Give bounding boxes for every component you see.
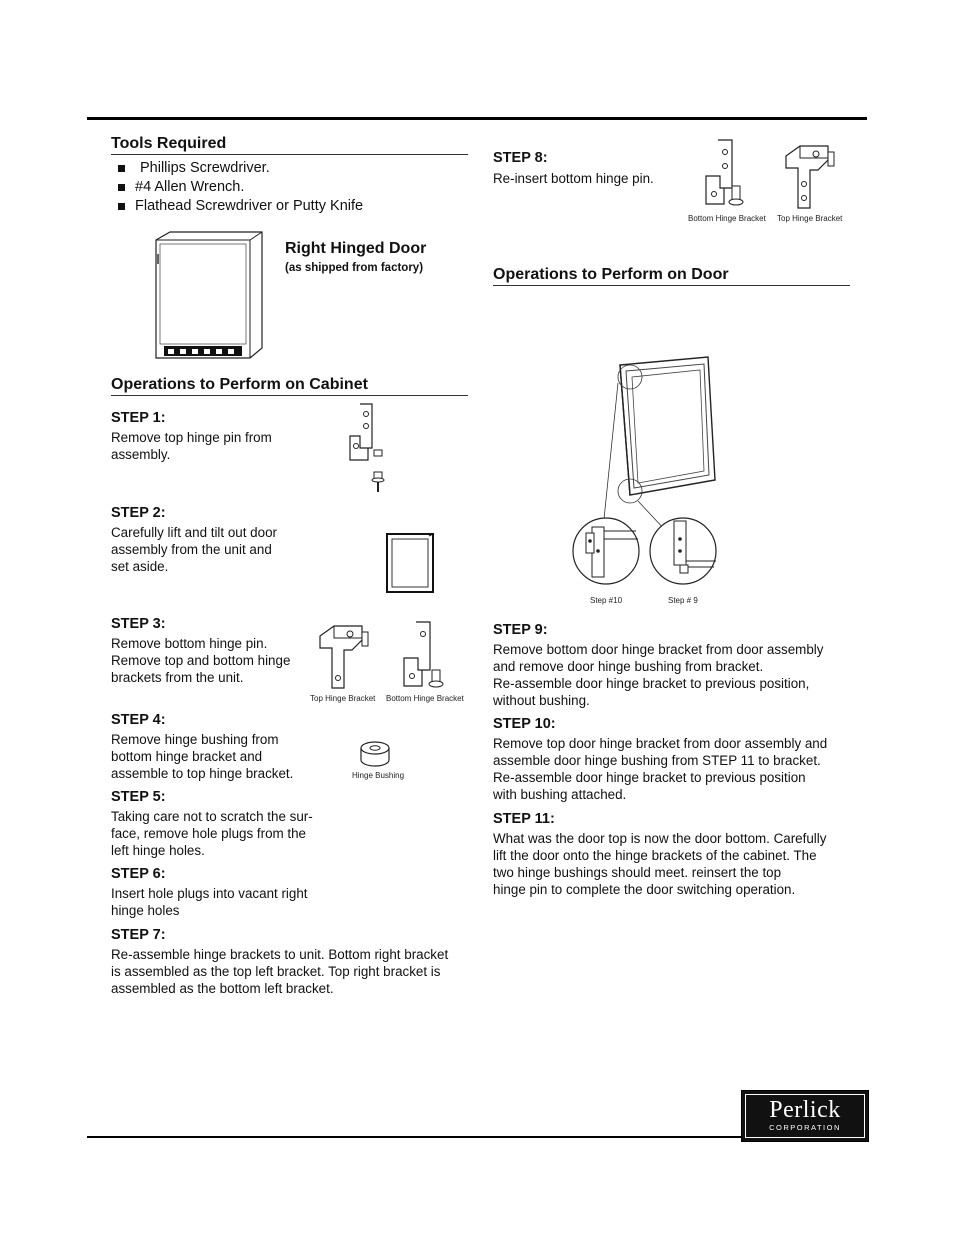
hinge-bracket-icon xyxy=(340,402,390,494)
tool-item: #4 Allen Wrench. xyxy=(111,178,363,197)
step1-text: Remove top hinge pin from assembly. xyxy=(111,430,272,462)
caption-bottom-hinge-bracket: Bottom Hinge Bracket xyxy=(688,214,766,223)
caption-step9: Step # 9 xyxy=(668,596,698,605)
top-hinge-bracket-icon xyxy=(316,622,372,692)
step2-title: STEP 2: xyxy=(111,505,166,521)
step6-title: STEP 6: xyxy=(111,866,166,882)
caption-top-hinge-bracket: Top Hinge Bracket xyxy=(777,214,843,223)
tool-item: Phillips Screwdriver. xyxy=(111,159,363,178)
step7-title: STEP 7: xyxy=(111,927,166,943)
door-ops-title: Operations to Perform on Door xyxy=(493,266,850,286)
step11-title: STEP 11: xyxy=(493,811,555,827)
step1-title: STEP 1: xyxy=(111,410,166,426)
step9-title: STEP 9: xyxy=(493,622,548,638)
step9-text: Remove bottom door hinge bracket from door assembly and remove door hinge bushing from bracket. Re-assemble door hinge bracket to previous position, without bushing. xyxy=(493,642,824,708)
perlick-logo xyxy=(741,1090,869,1142)
logo-name: Perlick xyxy=(769,1097,841,1123)
caption-hinge-bushing: Hinge Bushing xyxy=(352,771,405,780)
hinge-bushing-icon xyxy=(358,740,392,770)
door-icon xyxy=(385,532,435,594)
step7-text: Re-assemble hinge brackets to unit. Bottom right bracket is assembled as the top left bracket. Top right bracket is assembled as the bottom left bracket. xyxy=(111,947,449,996)
caption-step10: Step #10 xyxy=(590,596,623,605)
tools-list xyxy=(111,159,363,216)
step8-title: STEP 8: xyxy=(493,150,548,166)
step10-text: Remove top door hinge bracket from door assembly and assemble door hinge bushing from STEP 11 to bracket. Re-assemble door hinge bracket to previous position with bushing attached. xyxy=(493,736,828,802)
logo-subtitle: CORPORATION xyxy=(769,1123,841,1132)
step8-text: Re-insert bottom hinge pin. xyxy=(493,171,654,186)
top-rule xyxy=(87,117,867,120)
door-assembly-illustration xyxy=(570,355,720,595)
step5-text: Taking care not to scratch the sur- face, remove hole plugs from the left hinge holes. xyxy=(111,809,313,858)
step3-text: Remove bottom hinge pin. Remove top and bottom hinge brackets from the unit. xyxy=(111,636,291,685)
step5-title: STEP 5: xyxy=(111,789,166,805)
cabinet-ops-title: Operations to Perform on Cabinet xyxy=(111,376,468,396)
step10-title: STEP 10: xyxy=(493,716,556,732)
bottom-hinge-bracket-icon xyxy=(700,138,750,212)
right-door-title: Right Hinged Door xyxy=(285,240,427,257)
top-hinge-bracket-icon xyxy=(782,142,838,212)
bottom-rule xyxy=(87,1136,743,1138)
caption-bottom-hinge-bracket: Bottom Hinge Bracket xyxy=(386,694,464,703)
step4-text: Remove hinge bushing from bottom hinge bracket and assemble to top hinge bracket. xyxy=(111,732,294,781)
step4-title: STEP 4: xyxy=(111,712,166,728)
right-door-subtitle: (as shipped from factory) xyxy=(285,262,424,274)
bottom-hinge-bracket-icon xyxy=(398,620,450,694)
step11-text: What was the door top is now the door bottom. Carefully lift the door onto the hinge brackets of the cabinet. The two hinge bushings should meet. reinsert the top hinge pin to complete the door switching operation. xyxy=(493,831,827,897)
step3-title: STEP 3: xyxy=(111,616,166,632)
tools-title: Tools Required xyxy=(111,135,468,155)
tool-item: Flathead Screwdriver or Putty Knife xyxy=(111,197,363,216)
step6-text: Insert hole plugs into vacant right hinge holes xyxy=(111,886,308,918)
step2-text: Carefully lift and tilt out door assembly from the unit and set aside. xyxy=(111,525,277,574)
cabinet-illustration xyxy=(150,230,270,365)
caption-top-hinge-bracket: Top Hinge Bracket xyxy=(310,694,376,703)
